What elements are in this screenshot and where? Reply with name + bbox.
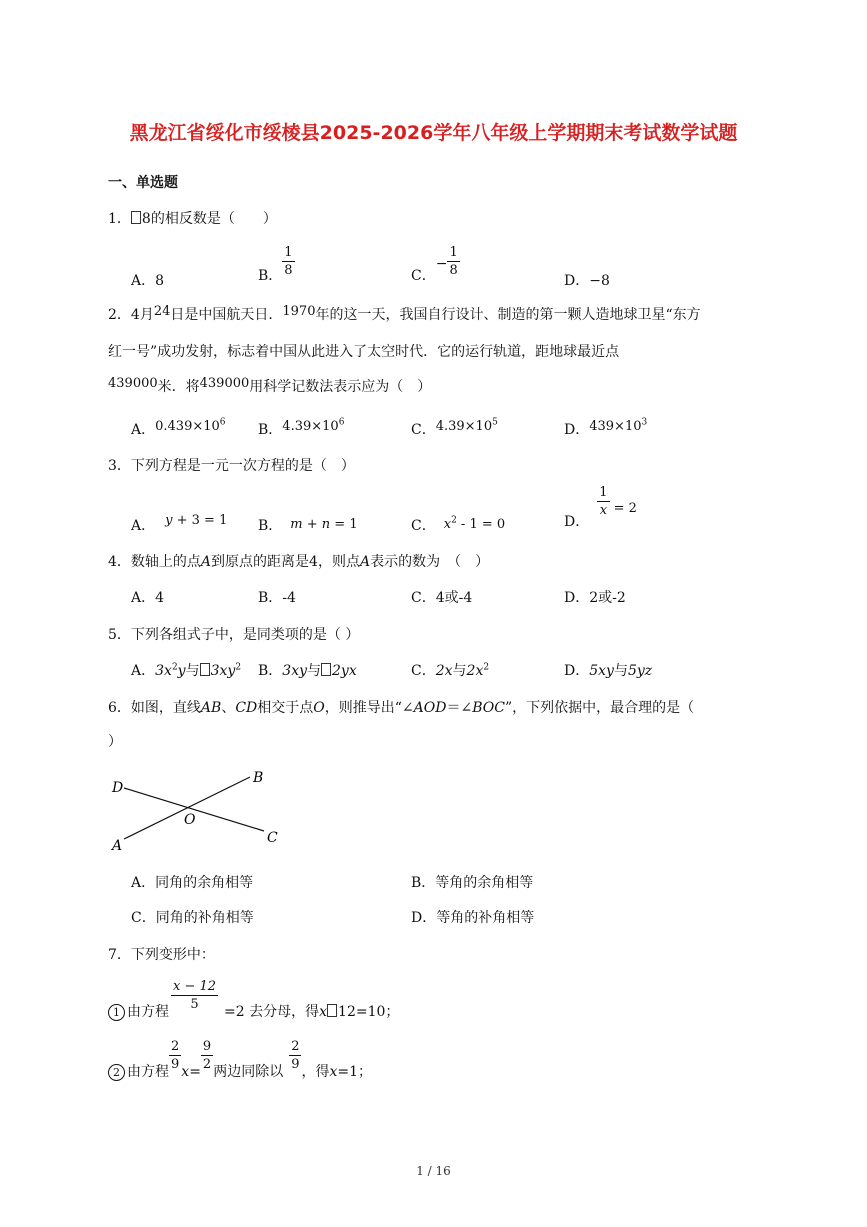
q4-option-a[interactable]: A．4: [131, 590, 165, 606]
q4-option-d[interactable]: D．2或-2: [564, 590, 626, 606]
fraction: $\frac{1}{x}$: [599, 485, 608, 518]
q1-option-a[interactable]: A．8: [131, 273, 165, 289]
q4-option-b[interactable]: B．-4: [258, 590, 296, 606]
question-7-item-2: 2 由方程 $\frac{2}{9}$ x= $\frac{9}{2}$ 两边同除以 $\frac{2}{9}$ ，得x=1；: [108, 1040, 372, 1081]
missing-glyph-box: [200, 663, 210, 676]
q4-option-c[interactable]: C．4或-4: [411, 590, 473, 606]
question-3-stem: 3．下列方程是一元一次方程的是（ ）: [108, 458, 355, 474]
q6-option-c[interactable]: C．同角的补角相等: [131, 910, 254, 926]
q3-option-c[interactable]: C． $x^2 - 1 = 0$: [411, 515, 506, 534]
question-7-item-1: 1 由方程 $\frac{x - 12}{5}$ =2 去分母，得x 12=10；: [108, 980, 399, 1021]
q6-option-d[interactable]: D．等角的补角相等: [411, 910, 535, 926]
question-2-line-3: 439000米．将439000用科学记数法表示应为（ ）: [108, 376, 432, 395]
q5-option-b[interactable]: B．3xy与 2yx: [258, 663, 357, 679]
q1-option-d[interactable]: D．−8: [564, 273, 610, 289]
fraction: $\frac{2}{9}$: [291, 1039, 300, 1072]
section-heading: 一、单选题: [108, 175, 178, 191]
question-7-stem: 7．下列变形中：: [108, 947, 215, 963]
question-4-stem: 4．数轴上的点A到原点的距离是4，则点A表示的数为 （ ）: [108, 554, 490, 570]
q6-option-a[interactable]: A．同角的余角相等: [131, 875, 254, 891]
fraction: $\frac{1}{8}$: [449, 245, 458, 278]
fraction: $\frac{2}{9}$: [171, 1039, 180, 1072]
question-6-line-2: ）: [108, 734, 122, 750]
circled-number: 1: [108, 1004, 125, 1021]
missing-glyph-box: [327, 1004, 337, 1017]
q1-option-b[interactable]: B． $\frac{1}{8}$: [258, 245, 293, 284]
intersecting-lines-figure: [100, 762, 300, 862]
q5-option-d[interactable]: D．5xy与5yz: [564, 663, 653, 679]
q2-option-d[interactable]: D．$439\times 10^3$: [564, 417, 648, 438]
label-d: D: [112, 780, 124, 796]
label-o: O: [184, 812, 196, 828]
label-c: C: [267, 830, 278, 846]
q1-option-c[interactable]: C．− $\frac{1}{8}$: [411, 245, 458, 284]
page-number: 1 / 16: [416, 1164, 451, 1178]
q6-option-b[interactable]: B．等角的余角相等: [411, 875, 534, 891]
fraction: $\frac{1}{8}$: [284, 245, 293, 278]
question-6-line-1: 6．如图，直线AB、CD相交于点O，则推导出“∠AOD＝∠BOC”，下列依据中，最合理的是（: [108, 700, 695, 716]
q5-option-c[interactable]: C．2x与$2x^2$: [411, 662, 490, 679]
circled-number: 2: [108, 1064, 125, 1081]
fraction: $\frac{9}{2}$: [202, 1039, 212, 1072]
question-2-line-1: 2．4月24日是中国航天日．1970年的这一天，我国自行设计、制造的第一颗人造地球卫星“东方: [108, 304, 701, 323]
line-ab: [124, 777, 250, 839]
q5-option-a[interactable]: A．$3x^2y$与 $3xy^2$: [131, 662, 242, 679]
missing-glyph-box: [321, 663, 331, 676]
q2-option-a[interactable]: A．$0.439\times 10^6$: [131, 417, 226, 438]
label-b: B: [253, 770, 264, 786]
q2-option-b[interactable]: B．$4.39\times 10^6$: [258, 417, 345, 438]
fraction: $\frac{x - 12}{5}$: [173, 979, 217, 1012]
label-a: A: [112, 838, 123, 854]
missing-glyph-box: [131, 211, 141, 224]
question-1-stem: 1． 8的相反数是（ ）: [108, 211, 277, 227]
q2-option-c[interactable]: C．$4.39\times 10^5$: [411, 417, 498, 438]
question-2-line-2: 红一号”成功发射，标志着中国从此进入了太空时代．它的运行轨道，距地球最近点: [108, 344, 620, 360]
q3-option-a[interactable]: A． y + 3 = 1: [131, 513, 228, 534]
question-5-stem: 5．下列各组式子中，是同类项的是（ ）: [108, 627, 360, 643]
page-title: 黑龙江省绥化市绥棱县2025-2026学年八年级上学期期末考试数学试题: [129, 122, 738, 144]
q3-option-b[interactable]: B． m + n = 1: [258, 517, 358, 534]
q3-option-d[interactable]: D． $\frac{1}{x}$ = 2: [564, 485, 637, 530]
